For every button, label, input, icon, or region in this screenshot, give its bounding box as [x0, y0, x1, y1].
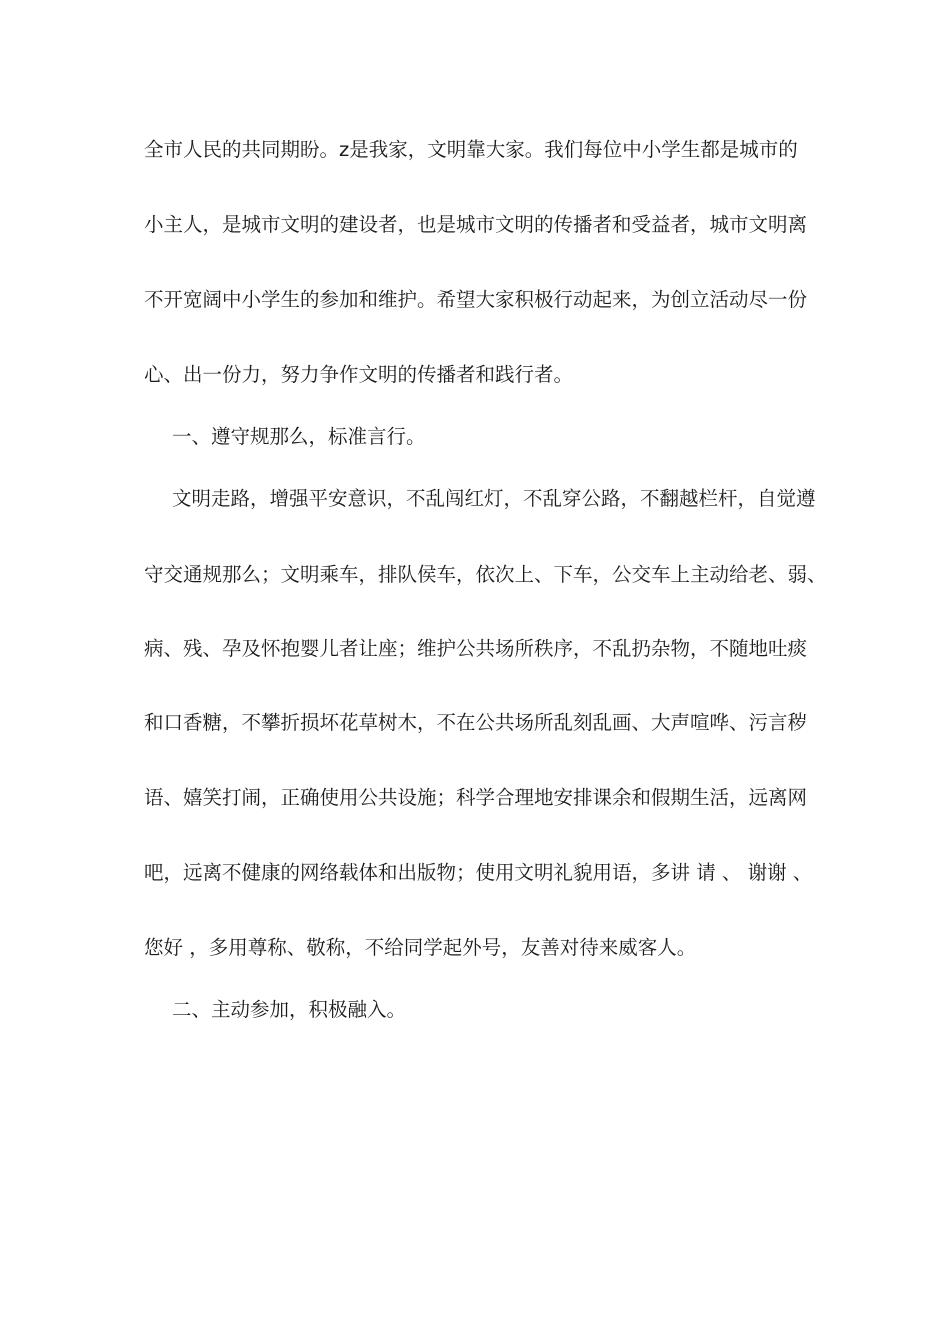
paragraph-line: 小主人，是城市文明的建设者，也是城市文明的传播者和受益者，城市文明离	[144, 213, 808, 236]
paragraph-line: 语、嬉笑打闹，正确使用公共设施；科学合理地安排课余和假期生活，远离网	[144, 786, 808, 809]
paragraph-line: 和口香糖，不攀折损坏花草树木，不在公共场所乱刻乱画、大声喧哗、污言秽	[144, 711, 808, 734]
paragraph-line: 不开宽阔中小学生的参加和维护。希望大家积极行动起来，为创立活动尽一份	[144, 288, 808, 311]
section-heading: 二、主动参加，积极融入。	[172, 998, 407, 1021]
paragraph-line: 病、残、孕及怀抱婴儿者让座；维护公共场所秩序，不乱扔杂物，不随地吐痰	[144, 637, 808, 660]
paragraph-line: 全市人民的共同期盼。z是我家，文明靠大家。我们每位中小学生都是城市的	[144, 138, 798, 161]
paragraph-line: 文明走路，增强平安意识，不乱闯红灯，不乱穿公路，不翻越栏杆，自觉遵	[172, 487, 816, 510]
paragraph-line: 吧，远离不健康的网络载体和出版物；使用文明礼貌用语，多讲 请 、 谢谢 、	[144, 861, 813, 884]
paragraph-line: 心、出一份力，努力争作文明的传播者和践行者。	[144, 363, 574, 386]
section-heading: 一、遵守规那么，标准言行。	[172, 425, 426, 448]
paragraph-line: 守交通规那么；文明乘车，排队侯车，依次上、下车，公交车上主动给老、弱、	[144, 563, 827, 586]
paragraph-line: 您好 ，多用尊称、敬称，不给同学起外号，友善对待来威客人。	[144, 936, 697, 959]
